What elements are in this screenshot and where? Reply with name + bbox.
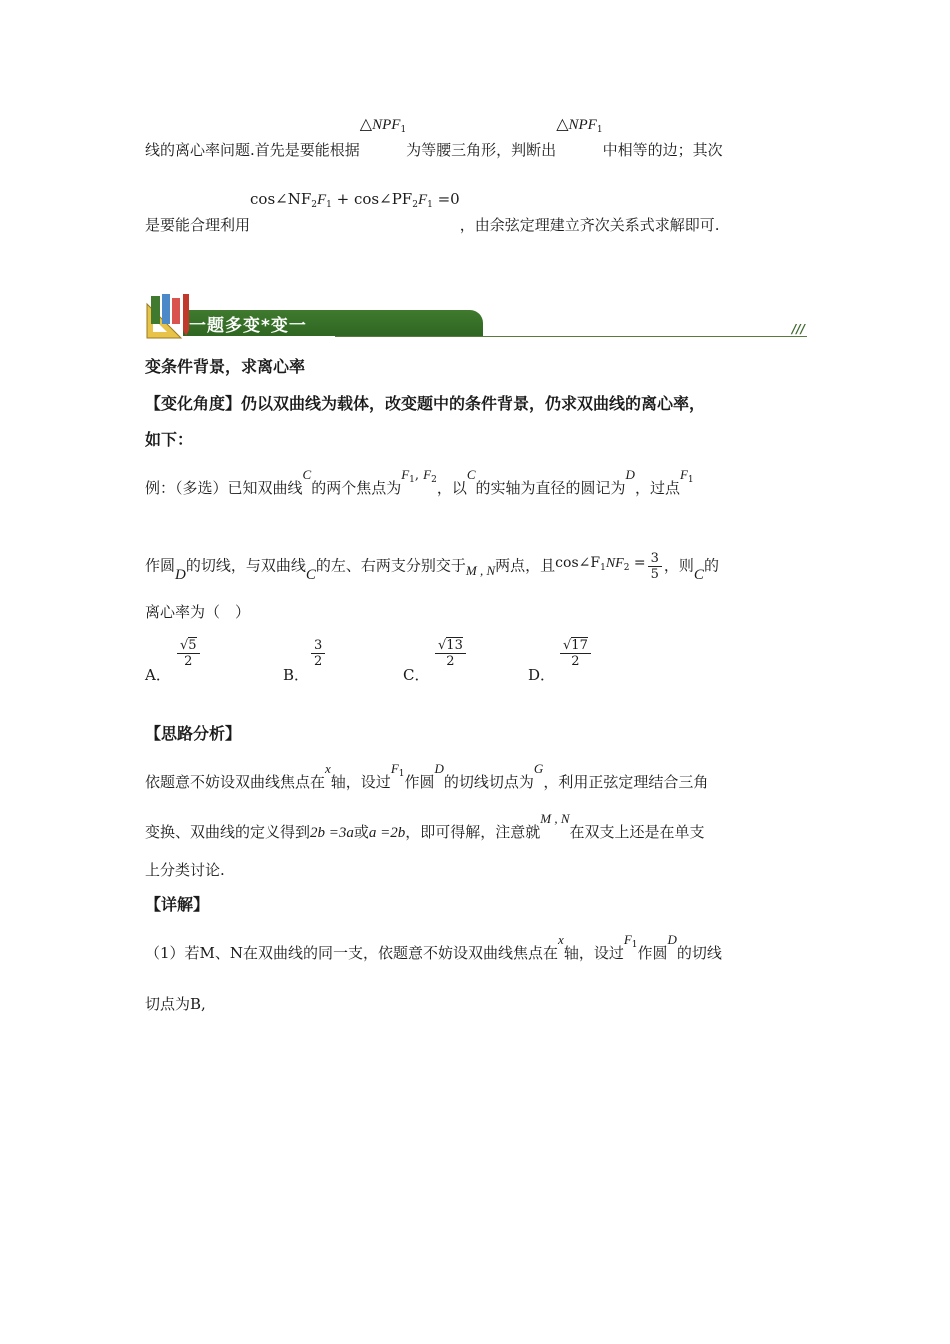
example-line-3: 离心率为（ ） <box>145 603 251 621</box>
intro-line-2: 是要能合理利用$\cos\angle NF_2F_1$ + $\cos\angle PF_2F_1 =0$，由余弦定理建立齐次关系式求解即可. <box>145 190 720 234</box>
ruler-pencil-icon <box>145 292 193 340</box>
banner-marks: /// <box>791 322 805 336</box>
analysis-line-1: 依题意不妨设双曲线焦点在x轴，设过$F_1$作圆D的切线切点为G，利用正弦定理结合三角 <box>145 761 709 791</box>
triangle-npf1: $\triangle NPF_1$ <box>359 114 407 135</box>
cosine-formula: $\cos\angle NF_2F_1$ + $\cos\angle PF_2F_1 =0$ <box>250 190 460 210</box>
solution-line-1: （1）若M、N在双曲线的同一支，依题意不妨设双曲线焦点在x轴，设过$F_1$作圆D的切线 <box>145 932 722 962</box>
example-line-1: 例：（多选）已知双曲线C的两个焦点为$F_1$, $F_2$，以C的实轴为直径的圆记为D，过点$F_1$ <box>145 467 694 497</box>
analysis-heading: 【思路分析】 <box>145 724 242 743</box>
solution-line-2: 切点为B, <box>145 995 206 1013</box>
text: 线的离心率问题.首先是要能根据 <box>145 141 360 159</box>
banner-tab <box>183 310 483 336</box>
cos-condition: $\cos\angle F_1NF_2$ = <box>555 554 646 573</box>
triangle-icon: △ <box>556 114 569 133</box>
solution-heading: 【详解】 <box>145 895 210 914</box>
variant-heading: 变条件背景，求离心率 <box>145 357 306 376</box>
section-banner <box>145 292 807 340</box>
fraction-3-5: $\frac{3}{5}$ <box>648 551 662 582</box>
analysis-line-3: 上分类讨论. <box>145 861 225 879</box>
document-page: 线的离心率问题.首先是要能根据$\triangle NPF_1$为等腰三角形，判断出$\triangle NPF_1$中相等的边；其次 是要能合理利用$\cos\angle NF_2F_1$ + $\cos\angle PF_2F_1 =0$，由余弦定理建立齐次关系式求解即可. 一题多变*变一 /// 变条件背景，求离心率 【变化角度】仍以双曲线为载体，改变题中的条件背景，仍求双曲线的离心率， 如下： 例：（多选）已知双曲线C的两个焦点为$F_1$, $F_2$，以C的实轴为直径的圆记为D，过点$F_1$ 作圆D的切线，与双曲线C的左、右两支分别交于M , N两点，且$\cos\angle F_1NF_2$ = $\frac{3}{5}$ ，则C的 离心率为（ ） A． $\frac{√5}{2}$ B． $\frac{3}{2}$ C． $\frac{√13}{2}$ D． $\frac{√17}{2}$ 【思路分析】 依题意不妨设双曲线焦点在x轴，设过$F_1$作圆D的切线切点为G，利用正弦定理结合三角 变换、双曲线的定义得到2b =3a或a =2b，即可得解，注意就M , N在双支上还是在单支 上分类讨论. 【详解】 （1）若M、N在双曲线的同一支，依题意不妨设双曲线焦点在x轴，设过$F_1$作圆D的切线 切点为B, <box>0 0 950 1344</box>
intro-line-1: 线的离心率问题.首先是要能根据$\triangle NPF_1$为等腰三角形，判断出$\triangle NPF_1$中相等的边；其次 <box>145 114 723 159</box>
triangle-npf1-2: $\triangle NPF_1$ <box>556 114 603 135</box>
variant-angle-line-1: 【变化角度】仍以双曲线为载体，改变题中的条件背景，仍求双曲线的离心率， <box>145 394 706 413</box>
variant-angle-line-2: 如下： <box>145 430 194 449</box>
triangle-icon: △ <box>359 114 373 133</box>
analysis-line-2: 变换、双曲线的定义得到2b =3a或a =2b，即可得解，注意就M , N在双支上还是在单支 <box>145 811 705 841</box>
foci-f1-f2: $F_1$, $F_2$ <box>401 467 437 485</box>
banner-rule <box>335 336 807 337</box>
banner-title: 一题多变*变一 <box>189 316 307 336</box>
example-line-2: 作圆D的切线，与双曲线C的左、右两支分别交于M , N两点，且$\cos\angle F_1NF_2$ = $\frac{3}{5}$ ，则C的 <box>145 551 719 583</box>
